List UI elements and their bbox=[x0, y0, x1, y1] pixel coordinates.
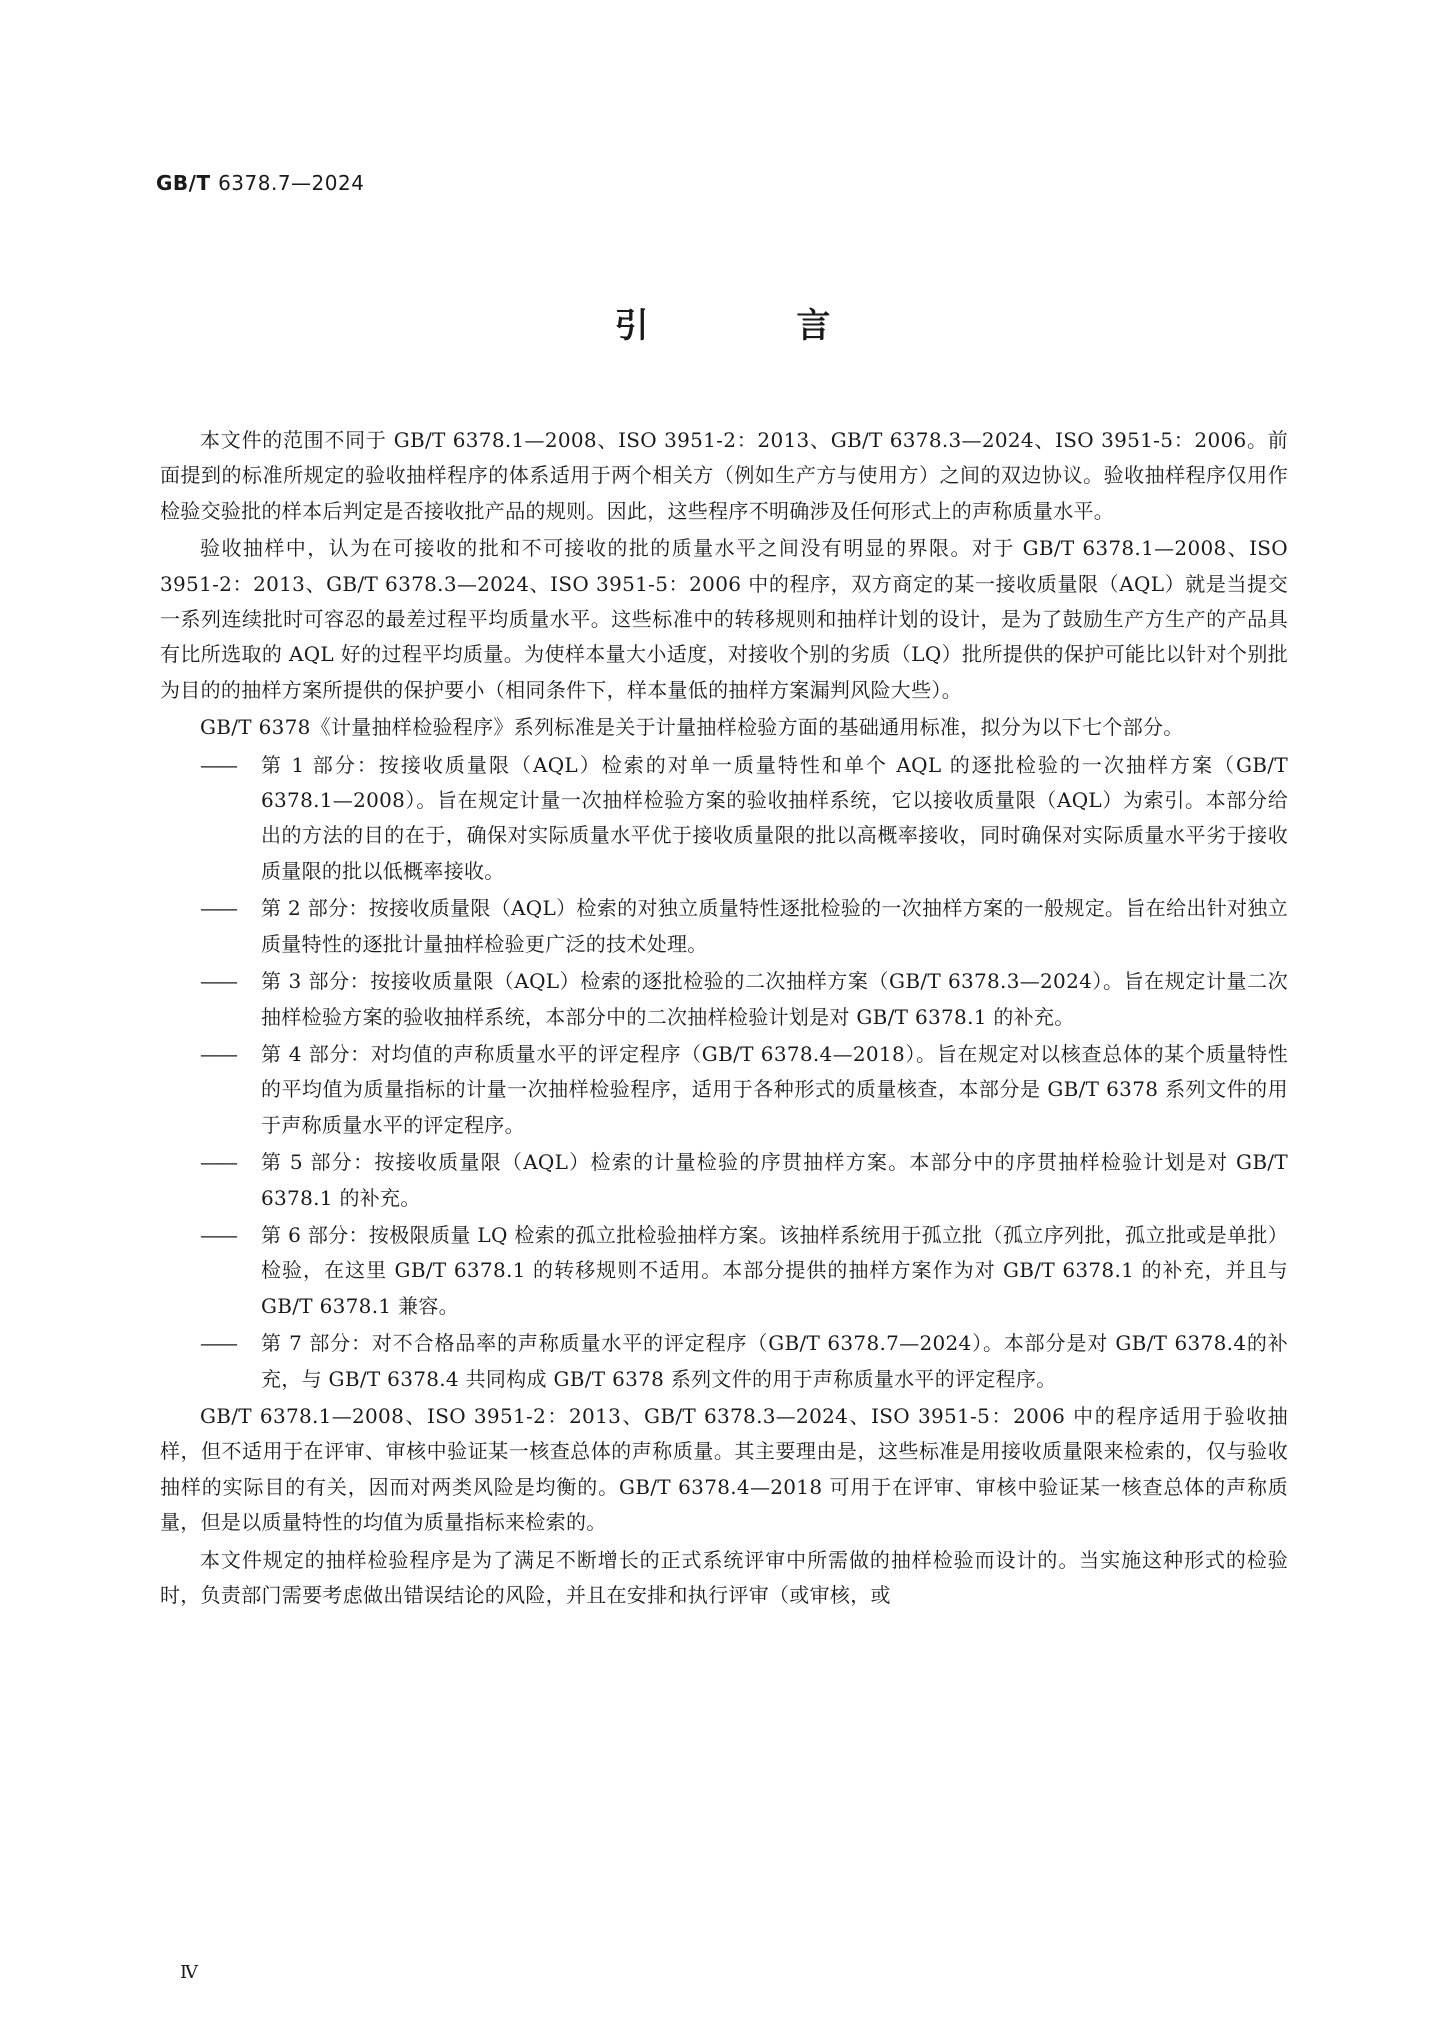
standard-number: 6378.7—2024 bbox=[218, 171, 365, 195]
list-item-text: 第 7 部分：对不合格品率的声称质量水平的评定程序（GB/T 6378.7—2024）。本部分是对 GB/T 6378.4的补充，与 GB/T 6378.4 共同构成 GB/T 6378 系列文件的用于声称质量水平的评定程序。 bbox=[261, 1331, 1288, 1391]
list-item-text: 第 4 部分：对均值的声称质量水平的评定程序（GB/T 6378.4—2018）。旨在规定对以核查总体的某个质量特性的平均值为质量指标的计量一次抽样检验程序，适用于各种形式的质量核查，本部分是 GB/T 6378 系列文件的用于声称质量水平的评定程序。 bbox=[261, 1041, 1288, 1137]
list-item-text: 第 6 部分：按极限质量 LQ 检索的孤立批检验抽样方案。该抽样系统用于孤立批（孤立序列批，孤立批或是单批）检验，在这里 GB/T 6378.1 的转移规则不适用。本部分提供的抽样方案作为对 GB/T 6378.1 的补充，并且与 GB/T 6378.1 兼容。 bbox=[261, 1222, 1288, 1318]
list-dash: —— bbox=[200, 752, 236, 777]
list-dash: —— bbox=[200, 1331, 236, 1356]
standard-identifier bbox=[156, 171, 364, 195]
list-dash: —— bbox=[200, 969, 236, 994]
list-dash: —— bbox=[200, 896, 236, 921]
list-item-text: 第 2 部分：按接收质量限（AQL）检索的对独立质量特性逐批检验的一次抽样方案的一般规定。旨在给出针对独立质量特性的逐批计量抽样检验更广泛的技术处理。 bbox=[261, 896, 1288, 956]
list-item-text: 第 1 部分：按接收质量限（AQL）检索的对单一质量特性和单个 AQL 的逐批检验的一次抽样方案（GB/T 6378.1—2008）。旨在规定计量一次抽样检验方案的验收抽样系统，它以接收质量限（AQL）为索引。本部分给出的方法的目的在于，确保对实际质量水平优于接收质量限的批以高概率接收，同时确保对实际质量水平劣于接收质量限的批以低概率接收。 bbox=[261, 752, 1288, 883]
list-item bbox=[160, 1145, 1288, 1216]
paragraph-acceptance-sampling: 验收抽样中，认为在可接收的批和不可接收的批的质量水平之间没有明显的界限。对于 GB/T 6378.1—2008、ISO 3951-2：2013、GB/T 6378.3—2024、ISO 3951-5：2006 中的程序，双方商定的某一接收质量限（AQL）就是当提交一系列连续批时可容忍的最差过程平均质量水平。这些标准中的转移规则和抽样计划的设计，是为了鼓励生产方生产的产品具有比所选取的 AQL 好的过程平均质量。为使样本量大小适度，对接收个别的劣质（LQ）批所提供的保护可能比以针对个别批为目的的抽样方案所提供的保护要小（相同条件下，样本量低的抽样方案漏判风险大些）。 bbox=[160, 536, 1288, 702]
list-item bbox=[160, 1037, 1288, 1143]
list-item bbox=[160, 1218, 1288, 1324]
list-item bbox=[160, 891, 1288, 962]
standard-prefix: GB/T bbox=[156, 171, 211, 195]
list-dash: —— bbox=[200, 1222, 236, 1247]
paragraph-scope: 本文件的范围不同于 GB/T 6378.1—2008、ISO 3951-2：2013、GB/T 6378.3—2024、ISO 3951-5：2006。前面提到的标准所规定的验收抽样程序的体系适用于两个相关方（例如生产方与使用方）之间的双边协议。验收抽样程序仅用作检验交验批的样本后判定是否接收批产品的规则。因此，这些程序不明确涉及任何形式上的声称质量水平。 bbox=[160, 428, 1288, 523]
list-dash: —— bbox=[200, 1041, 236, 1066]
list-item bbox=[160, 1326, 1288, 1397]
list-item bbox=[160, 748, 1288, 890]
document-body bbox=[160, 423, 1288, 1615]
list-dash: —— bbox=[200, 1150, 236, 1175]
section-title: 引 言 bbox=[614, 306, 899, 346]
list-item-text: 第 5 部分：按接收质量限（AQL）检索的计量检验的序贯抽样方案。本部分中的序贯抽样检验计划是对 GB/T 6378.1 的补充。 bbox=[261, 1150, 1288, 1210]
list-item-text: 第 3 部分：按接收质量限（AQL）检索的逐批检验的二次抽样方案（GB/T 6378.3—2024）。旨在规定计量二次抽样检验方案的验收抽样系统，本部分中的二次抽样检验计划是对 GB/T 6378.1 的补充。 bbox=[261, 969, 1288, 1029]
paragraph-series-overview: GB/T 6378《计量抽样检验程序》系列标准是关于计量抽样检验方面的基础通用标准，拟分为以下七个部分。 bbox=[200, 715, 1184, 740]
page-number: Ⅳ bbox=[180, 1962, 198, 1983]
paragraph-purpose: 本文件规定的抽样检验程序是为了满足不断增长的正式系统评审中所需做的抽样检验而设计的。当实施这种形式的检验时，负责部门需要考虑做出错误结论的风险，并且在安排和执行评审（或审核，或 bbox=[160, 1547, 1288, 1607]
list-item bbox=[160, 964, 1288, 1035]
parts-list bbox=[160, 748, 1288, 1397]
paragraph-applicability: GB/T 6378.1—2008、ISO 3951-2：2013、GB/T 6378.3—2024、ISO 3951-5：2006 中的程序适用于验收抽样，但不适用于在评审、审核中验证某一核查总体的声称质量。其主要理由是，这些标准是用接收质量限来检索的，仅与验收抽样的实际目的有关，因而对两类风险是均衡的。GB/T 6378.4—2018 可用于在评审、审核中验证某一核查总体的声称质量，但是以质量特性的均值为质量指标来检索的。 bbox=[160, 1403, 1288, 1535]
